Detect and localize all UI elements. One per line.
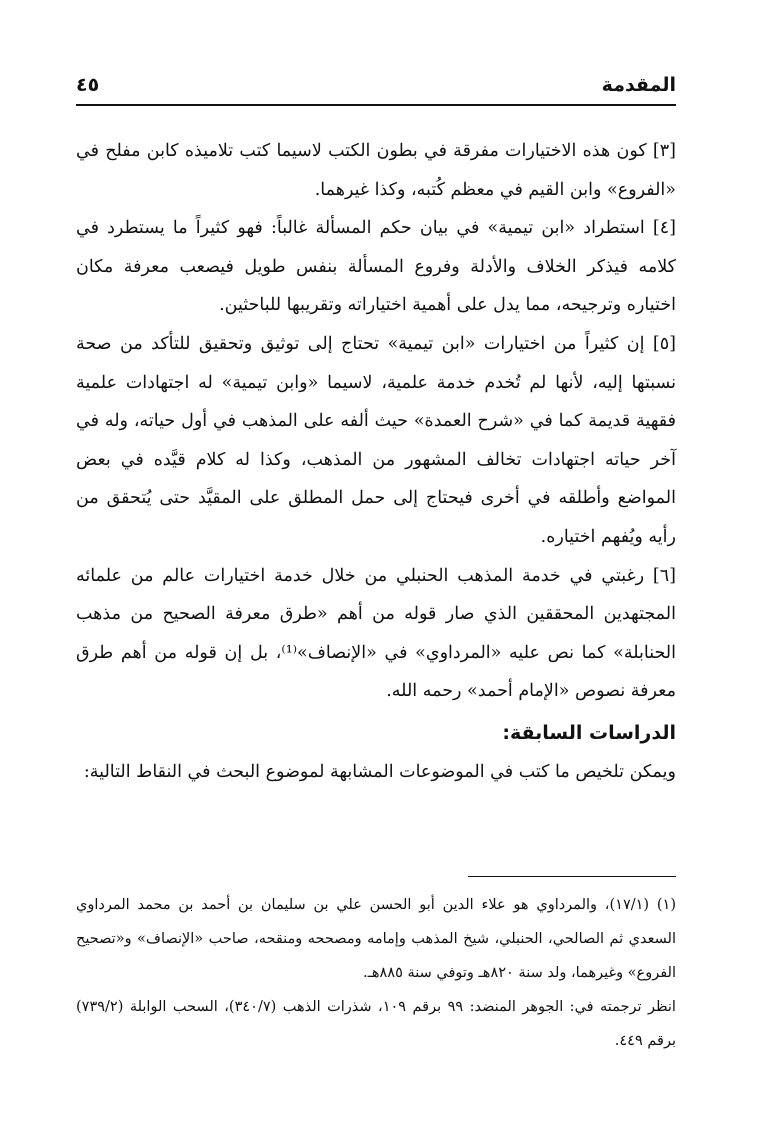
main-text: [76, 132, 676, 792]
page-number: ٤٥: [76, 74, 100, 96]
footnotes: [76, 888, 676, 1058]
header-title: المقدمة: [601, 74, 676, 96]
footnote-1-sources: انظر ترجمته في: الجوهر المنضد: ٩٩ برقم ١٠٩، شذرات الذهب (٣٤٠/٧)، السحب الوابلة (٧٣٩/٢) برقم ٤٤٩.: [76, 999, 676, 1049]
paragraph-6: [٦] رغبتي في خدمة المذهب الحنبلي من خلال خدمة اختيارات عالم من علمائه المجتهدين المحققين الذي صار قوله من أهم «طرق معرفة الصحيح من مذهب الحنابلة» كما نص عليه «المرداوي» في «الإنصاف»⁽¹⁾، بل إن قوله من أهم طرق معرفة نصوص «الإمام أحمد» رحمه الله.: [76, 565, 677, 702]
footnote-1: (١) (١٧/١)، والمرداوي هو علاء الدين أبو الحسن علي بن سليمان بن أحمد بن محمد المرداوي السعدي ثم الصالحي، الحنبلي، شيخ المذهب وإمامه ومصححه ومنقحه، صاحب «الإنصاف» و«تصحيح الفروع» وغيرهما، ولد سنة ٨٢٠هـ وتوفي سنة ٨٨٥هـ.: [76, 897, 676, 981]
section-heading: الدراسات السابقة:: [502, 721, 676, 744]
paragraph-3: [٣] كون هذه الاختيارات مفرقة في بطون الكتب لاسيما كتب تلاميذه كابن مفلح في «الفروع» وابن القيم في معظم كُتبه، وكذا غيرهما.: [76, 141, 676, 200]
paragraph-4: [٤] استطراد «ابن تيمية» في بيان حكم المسألة غالباً: فهو كثيراً ما يستطرد في كلامه فيذكر الخلاف والأدلة وفروع المسألة بنفس طويل فيصعب معرفة مكان اختياره وترجيحه، مما يدل على أهمية اختياراته وتقريبها للباحثين.: [76, 218, 676, 316]
paragraph-5: [٥] إن كثيراً من اختيارات «ابن تيمية» تحتاج إلى توثيق وتحقيق للتأكد من صحة نسبتها إليه، لأنها لم تُخدم خدمة علمية، لاسيما «وابن تيمية» له اجتهادات علمية فقهية قديمة كما في «شرح العمدة» حيث ألفه على المذهب في أول حياته، وله في آخر حياته اجتهادات تخالف المشهور من المذهب، وكذا له كلام قيَّده في بعض المواضع وأطلقه في أخرى فيحتاج إلى حمل المطلق على المقيَّد حتى يُتحقق من رأيه ويُفهم اختياره.: [76, 333, 676, 547]
section-intro: ويمكن تلخيص ما كتب في الموضوعات المشابهة لموضوع البحث في النقاط التالية:: [83, 761, 676, 782]
running-header: [76, 72, 676, 106]
footnote-separator: [468, 876, 676, 877]
